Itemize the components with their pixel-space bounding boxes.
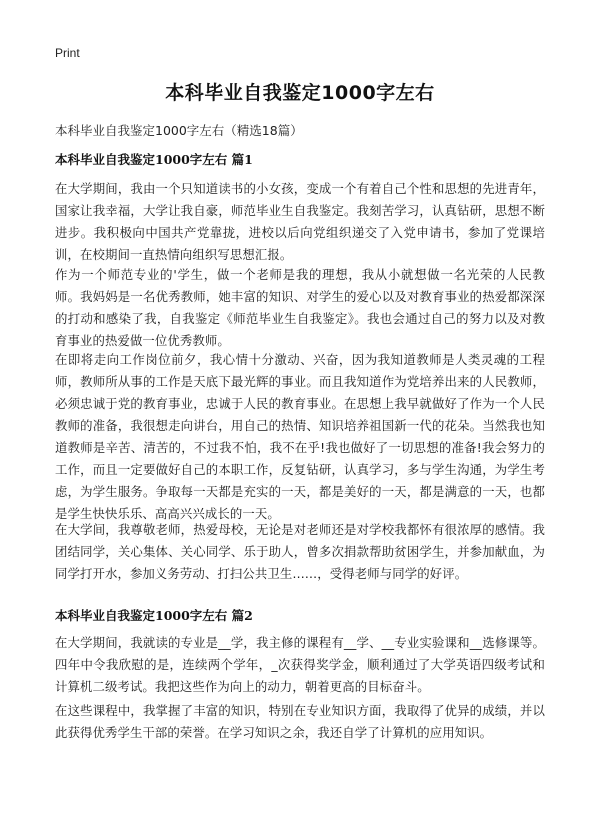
section-heading-2: 本科毕业自我鉴定1000字左右 篇2 [55,608,253,623]
paragraph-2-2: 在这些课程中，我掌握了丰富的知识，特别在专业知识方面，我取得了优异的成绩，并以此获得优秀学生干部的荣誉。在学习知识之余，我还自学了计算机的应用知识。 [55,703,545,740]
print-label[interactable]: Print [55,46,80,60]
paragraph-2-1: 在大学期间，我就读的专业是__学，我主修的课程有__学、__专业实验课和__选修课等。四年中令我欣慰的是，连续两个学年，_次获得奖学金，顺利通过了大学英语四级考试和计算机二级考试。我把这些作为向上的动力，朝着更高的目标奋斗。 [55,635,545,694]
paragraph-1-2: 作为一个师范专业的'学生，做一个老师是我的理想，我从小就想做一名光荣的人民教师。我妈妈是一名优秀教师，她丰富的知识、对学生的爱心以及对教育事业的热爱都深深的打动和感染了我，自我鉴定《师范毕业生自我鉴定》。我也会通过自己的努力以及对教育事业的热爱做一位优秀教师。 [55,267,545,348]
paragraph-1-4: 在大学间，我尊敬老师，热爱母校，无论是对老师还是对学校我都怀有很浓厚的感情。我团结同学，关心集体、关心同学、乐于助人，曾多次捐款帮助贫困学生，并参加献血，为同学打开水，参加义务劳动、打扫公共卫生……，受得老师与同学的好评。 [55,522,545,581]
paragraph-1-1: 在大学期间，我由一个只知道读书的小女孩，变成一个有着自己个性和思想的先进青年，国家让我幸福，大学让我自豪，师范毕业生自我鉴定。我刻苦学习，认真钻研，思想不断进步。我积极向中国共产党靠拢，进校以后向党组织递交了入党申请书，参加了党课培训，在校期间一直热情向组织写思想汇报。 [55,181,545,262]
section-heading-1: 本科毕业自我鉴定1000字左右 篇1 [55,152,253,167]
document-subtitle: 本科毕业自我鉴定1000字左右（精选18篇） [55,123,303,138]
page-title: 本科毕业自我鉴定1000字左右 [165,82,435,104]
paragraph-1-3: 在即将走向工作岗位前夕，我心情十分激动、兴奋，因为我知道教师是人类灵魂的工程师，教师所从事的工作是天底下最光辉的事业。而且我知道作为党培养出来的人民教师，必须忠诚于党的教育事业，忠诚于人民的教育事业。在思想上我早就做好了作为一个人民教师的准备，我很想走向讲台，用自己的热情、知识培养祖国新一代的花朵。当然我也知道教师是辛苦、清苦的，不过我不怕，我不在乎!我也做好了一切思想的准备!我会努力的工作，而且一定要做好自己的本职工作，反复钻研，认真学习，多与学生沟通，为学生考虑，为学生服务。争取每一天都是充实的一天，都是美好的一天，都是满意的一天，也都是学生快快乐乐、高高兴兴成长的一天。 [55,352,545,521]
